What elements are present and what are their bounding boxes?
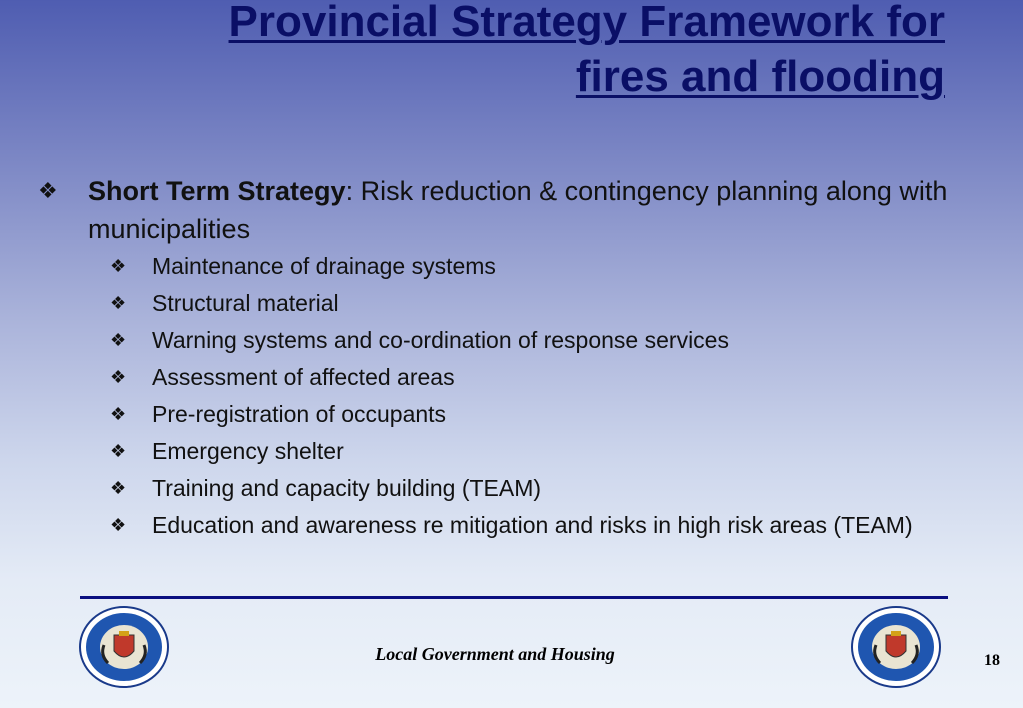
list-item-text: Assessment of affected areas — [152, 364, 455, 390]
slide-title-line-1: Provincial Strategy Framework for — [228, 0, 945, 46]
western-cape-emblem-icon — [78, 605, 170, 689]
list-item-text: Training and capacity building (TEAM) — [152, 475, 542, 501]
list-item-text: Maintenance of drainage systems — [152, 253, 496, 279]
list-item — [110, 362, 940, 393]
list-item-text: Pre-registration of occupants — [152, 401, 447, 427]
page-number: 18 — [984, 652, 1000, 669]
western-cape-emblem-icon — [850, 605, 942, 689]
footer-divider — [80, 596, 948, 599]
diamond-bullet-icon: ❖ — [110, 367, 127, 387]
list-item — [110, 510, 940, 541]
diamond-bullet-icon: ❖ — [110, 293, 127, 313]
list-item — [110, 251, 940, 282]
list-item-text: Emergency shelter — [152, 438, 344, 464]
diamond-bullet-icon: ❖ — [110, 478, 127, 498]
diamond-bullet-icon: ❖ — [110, 404, 127, 424]
diamond-bullet-icon: ❖ — [110, 441, 127, 461]
main-bullet-label: Short Term Strategy — [88, 176, 346, 206]
diamond-bullet-icon: ❖ — [110, 330, 127, 350]
list-item-text: Structural material — [152, 290, 339, 316]
main-bullet-text — [88, 172, 958, 248]
diamond-bullet-icon: ❖ — [38, 178, 58, 203]
list-item — [110, 288, 940, 319]
main-bullet-item — [38, 172, 958, 248]
footer-department: Local Government and Housing — [375, 644, 615, 664]
diamond-bullet-icon: ❖ — [110, 515, 127, 535]
slide-title — [45, 0, 945, 104]
diamond-bullet-icon: ❖ — [110, 256, 127, 276]
slide-title-line-2: fires and flooding — [575, 52, 945, 101]
list-item — [110, 399, 940, 430]
list-item-text: Warning systems and co-ordination of response services — [152, 327, 729, 353]
main-bullet-description: : Risk reduction & contingency planning along with municipalities — [88, 176, 948, 244]
list-item — [110, 473, 940, 504]
list-item — [110, 436, 940, 467]
list-item — [110, 325, 940, 356]
list-item-text: Education and awareness re mitigation and risks in high risk areas (TEAM) — [152, 512, 913, 538]
sub-bullet-list — [110, 251, 940, 547]
